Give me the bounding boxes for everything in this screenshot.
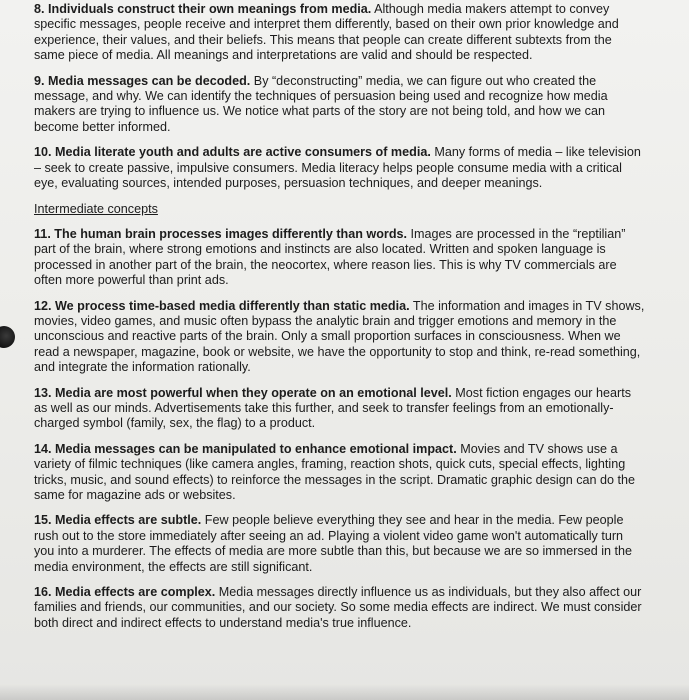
paragraph-15-heading: 15. Media effects are subtle. bbox=[34, 513, 202, 528]
paragraph-8-body: Although media makers attempt to convey specific messages, people receive and interpret them differently, based on their own prior knowledge and experience, their values, and their beliefs. This means that people can create different subtexts from the same piece of media. All meanings and interpretations are valid and should be respected. bbox=[34, 2, 619, 63]
paragraph-12-heading: 12. We process time-based media differently than static media. bbox=[34, 298, 410, 313]
paragraph-12-body: The information and images in TV shows, movies, video games, and music often bypass the analytic brain and trigger emotions and memory in the unconscious and reactive parts of the brain. Only a small proportion surfaces in consciousness. When we read a newspaper, magazine, book or website, we have the opportunity to stop and think, re-read something, and integrate the information rationally. bbox=[34, 298, 645, 375]
paragraph-10-heading: 10. Media literate youth and adults are active consumers of media. bbox=[34, 145, 431, 160]
paragraph-15-body: Few people believe everything they see and hear in the media. Few people rush out to the store immediately after seeing an ad. Playing a violent video game won't automatically turn you into a murderer. The effects of media are more subtle than this, but because we are so immersed in the media environment, the effects are still significant. bbox=[34, 513, 633, 574]
paragraph-16-body: Media messages directly influence us as individuals, but they also affect our families and friends, our communities, and our society. So some media effects are indirect. We must consider both direct and indirect effects to understand media's true influence. bbox=[34, 585, 642, 630]
document-content bbox=[34, 2, 646, 631]
section-heading-intermediate: Intermediate concepts bbox=[34, 202, 158, 217]
paragraph-15 bbox=[34, 513, 646, 575]
paragraph-10 bbox=[34, 145, 646, 191]
paragraph-13-heading: 13. Media are most powerful when they operate on an emotional level. bbox=[34, 385, 452, 400]
paragraph-12 bbox=[34, 299, 646, 376]
page-bottom-shadow bbox=[0, 684, 689, 700]
paragraph-8-heading: 8. Individuals construct their own meanings from media. bbox=[34, 2, 372, 16]
paragraph-14 bbox=[34, 442, 646, 504]
paragraph-11-heading: 11. The human brain processes images differently than words. bbox=[34, 226, 408, 241]
paragraph-16 bbox=[34, 585, 646, 631]
paragraph-14-body: Movies and TV shows use a variety of filmic techniques (like camera angles, framing, reaction shots, quick cuts, special effects, lighting tricks, music, and sound effects) to reinforce the messages in the script. Dramatic graphic design can do the same for magazine ads or websites. bbox=[34, 441, 636, 502]
binder-hole bbox=[0, 326, 15, 348]
paragraph-14-heading: 14. Media messages can be manipulated to enhance emotional impact. bbox=[34, 441, 457, 456]
paragraph-9 bbox=[34, 74, 646, 136]
paragraph-16-heading: 16. Media effects are complex. bbox=[34, 585, 216, 599]
paragraph-9-body: By “deconstructing” media, we can figure out who created the message, and why. We can identify the techniques of persuasion being used and recognize how media makers are trying to influence us. We notice what parts of the story are not being told, and how we can become better informed. bbox=[34, 73, 608, 134]
paragraph-11 bbox=[34, 227, 646, 289]
paragraph-13-body: Most fiction engages our hearts as well as our minds. Advertisements take this further, and seek to transfer feelings from an emotionally-charged symbol (family, sex, the flag) to a product. bbox=[34, 385, 632, 431]
paragraph-10-body: Many forms of media – like television – seek to create passive, impulsive consumers. Media literacy helps people consume media with a critical eye, evaluating sources, intended purposes, persuasion techniques, and deeper meanings. bbox=[34, 145, 641, 191]
paragraph-11-body: Images are processed in the “reptilian” part of the brain, where strong emotions and instincts are also located. Written and spoken language is processed in another part of the brain, the neocortex, where reason lies. This is why TV commercials are often more powerful than print ads. bbox=[34, 226, 626, 288]
paragraph-9-heading: 9. Media messages can be decoded. bbox=[34, 73, 251, 88]
paragraph-13 bbox=[34, 386, 646, 432]
paragraph-8 bbox=[34, 2, 646, 64]
